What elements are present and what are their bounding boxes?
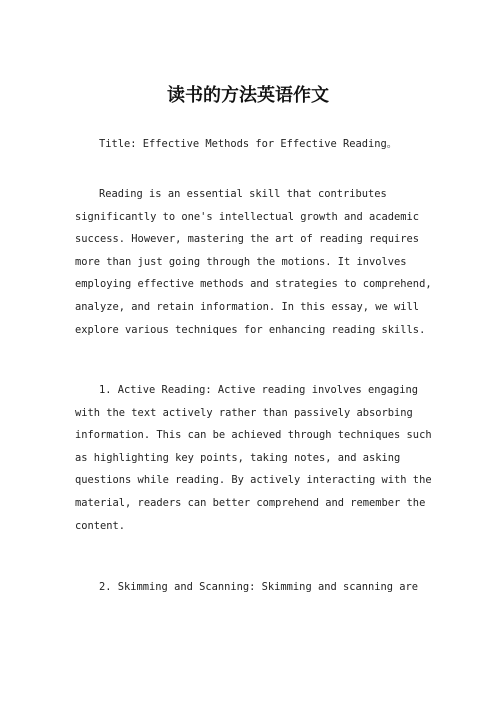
paragraph-line: more than just going through the motions. It involves bbox=[75, 255, 407, 268]
paragraph-line: explore various techniques for enhancing reading skills. bbox=[75, 323, 426, 336]
paragraph-intro bbox=[75, 183, 432, 341]
paragraph-skimming bbox=[75, 576, 421, 599]
paragraph-line: Reading is an essential skill that contributes bbox=[99, 188, 387, 200]
paragraph-line: material, readers can better comprehend and remember the bbox=[75, 496, 426, 509]
paragraph-line: questions while reading. By actively interacting with the bbox=[75, 474, 432, 487]
essay-title: Title: Effective Methods for Effective Reading。 bbox=[99, 138, 398, 150]
paragraph-line: 1. Active Reading: Active reading involves engaging bbox=[99, 384, 419, 396]
paragraph-active-reading bbox=[75, 379, 432, 537]
paragraph-line: significantly to one's intellectual growth and academic bbox=[75, 210, 420, 223]
paragraph-line: success. However, mastering the art of reading requires bbox=[75, 233, 420, 246]
document-title: 读书的方法英语作文 bbox=[167, 85, 329, 106]
paragraph-line: employing effective methods and strategies to comprehend, bbox=[75, 278, 432, 291]
paragraph-line: content. bbox=[75, 519, 126, 532]
paragraph-line: with the text actively rather than passively absorbing bbox=[75, 406, 413, 419]
paragraph-line: as highlighting key points, taking notes, and asking bbox=[75, 451, 401, 464]
paragraph-line: analyze, and retain information. In this essay, we will bbox=[75, 300, 420, 313]
paragraph-line: 2. Skimming and Scanning: Skimming and scanning are bbox=[99, 581, 419, 593]
paragraph-line: information. This can be achieved through techniques such bbox=[75, 429, 432, 442]
